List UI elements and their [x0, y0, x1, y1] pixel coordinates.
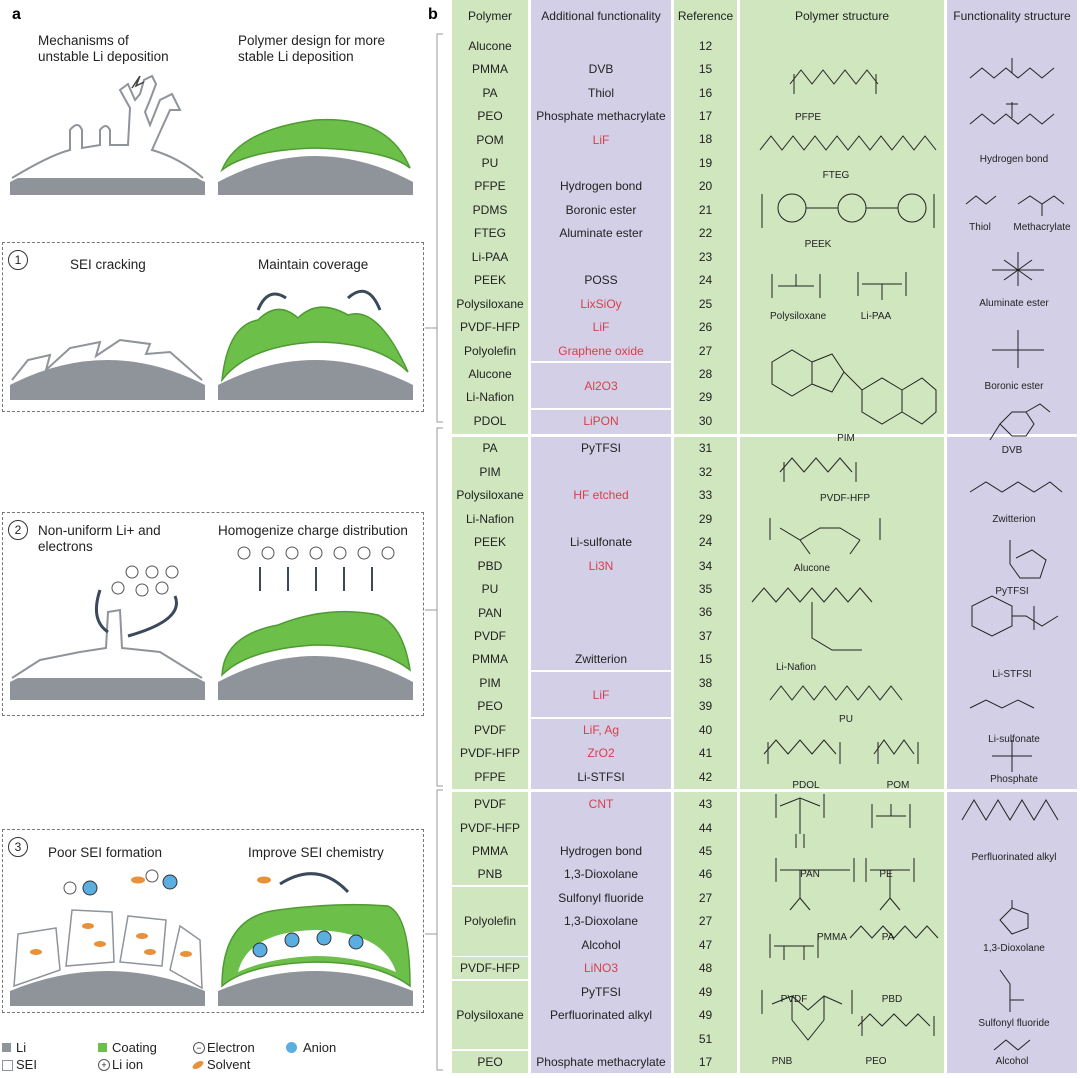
table-reference-cell: 49 [698, 984, 713, 999]
chemical-structure-drawing [770, 686, 910, 716]
table-polymer-cell: PU [481, 155, 499, 170]
table-polymer-cell: PIM [479, 675, 501, 690]
table-polymer-cell: PVDF [473, 722, 506, 737]
table-functionality-cell [531, 624, 671, 647]
table-polymer-cell: Polyolefin [463, 343, 517, 358]
table-polymer-cell: PEO [477, 699, 503, 714]
functionality-structure-label: Li-STFSI [992, 669, 1032, 680]
table-functionality-cell [531, 245, 671, 268]
table-reference-cell: 23 [698, 249, 713, 264]
table-functionality-cell: Li3N [588, 558, 614, 573]
table-functionality-cell: Sulfonyl fluoride [558, 890, 644, 905]
chemical-structure-drawing [858, 1014, 938, 1038]
table-functionality-cell: LiF [592, 320, 610, 335]
chemical-structure-drawing [790, 70, 880, 100]
polymer-structure-label: PMMA [817, 932, 847, 943]
chemical-structure-drawing [990, 966, 1040, 1016]
table-functionality-cell: DVB [588, 62, 614, 77]
table-polymer-cell: Alucone [468, 367, 512, 382]
chemical-structure-drawing [764, 930, 824, 980]
table-polymer-cell: PVDF-HFP [460, 320, 520, 335]
table-functionality-cell: Hydrogen bond [559, 844, 643, 859]
chemical-structure-drawing [982, 736, 1042, 776]
mechanism-2-problem: Non-uniform Li+ and electrons [38, 523, 161, 554]
chemical-structure-drawing [752, 588, 882, 658]
functionality-structure-label: Aluminate ester [979, 298, 1049, 309]
chemical-structure-drawing [962, 800, 1072, 850]
polymer-structure-label: Alucone [793, 563, 831, 574]
table-functionality-cell: PyTFSI [580, 441, 621, 456]
functionality-structure-label: Zwitterion [992, 514, 1036, 525]
table-polymer-cell: PMMA [472, 652, 508, 667]
panel-a-label: a [12, 6, 21, 23]
chemical-structure-drawing [760, 136, 940, 166]
polymer-structure-label: Li-Nafion [776, 662, 817, 673]
header-2: Reference [677, 8, 734, 23]
chemical-structure-drawing [990, 900, 1040, 940]
table-reference-cell: 49 [698, 1008, 713, 1023]
legend-li: Li [16, 1040, 27, 1055]
table-polymer-cell: PEEK [473, 273, 506, 288]
polymer-structure-label: PEEK [804, 239, 832, 250]
table-polymer-cell: PAN [478, 605, 502, 620]
polymer-structure-label: PAN [800, 869, 820, 880]
merge-divider [531, 670, 671, 672]
chemical-structure-drawing [874, 740, 924, 770]
table-functionality-cell: Thiol [587, 85, 614, 100]
table-polymer-cell: PEO [477, 109, 503, 124]
polymer-structure-label: PU [839, 714, 853, 725]
chemical-structure-drawing [780, 458, 860, 488]
chemical-structure-drawing [770, 854, 860, 924]
mechanism-1-solution: Maintain coverage [258, 257, 369, 272]
table-reference-cell: 33 [698, 488, 713, 503]
table-reference-cell: 43 [698, 797, 713, 812]
mechanism-2-number: 2 [8, 520, 28, 540]
table-polymer-cell: PFPE [474, 769, 506, 784]
table-polymer-cell: PDOL [473, 413, 507, 428]
header-3: Polymer structure [794, 8, 890, 23]
table-polymer-cell: Li-PAA [471, 249, 509, 264]
legend-coating: Coating [112, 1040, 157, 1055]
table-reference-cell: 40 [698, 722, 713, 737]
table-reference-cell: 34 [698, 558, 713, 573]
polymer-structure-label: PE [879, 869, 893, 880]
table-polymer-cell: PMMA [472, 62, 508, 77]
table-polymer-cell: PA [482, 441, 498, 456]
table-reference-cell: 17 [698, 1055, 713, 1070]
polymer-structure-label: PEO [865, 1056, 887, 1067]
polymer-structure-label: PVDF [780, 994, 808, 1005]
table-reference-cell: 51 [698, 1031, 713, 1046]
table-functionality-cell: LiF [592, 687, 610, 702]
functionality-structure-label: Perfluorinated alkyl [971, 852, 1057, 863]
table-functionality-cell: POSS [584, 273, 618, 288]
table-functionality-cell: LiF [592, 132, 610, 147]
functionality-structure-label: Phosphate [990, 774, 1038, 785]
chemical-structure-drawing [980, 400, 1050, 450]
table-reference-cell: 22 [698, 226, 713, 241]
functionality-structure-label: Thiol [969, 222, 991, 233]
table-polymer-cell: Polysiloxane [456, 296, 524, 311]
polymer-structure-label: Li-PAA [860, 311, 892, 322]
panel-b-label: b [428, 6, 438, 23]
table-functionality-cell: LixSiOy [580, 296, 622, 311]
header-4: Functionality structure [953, 8, 1071, 23]
table-reference-cell: 24 [698, 535, 713, 550]
functionality-structure-label: Sulfonyl fluoride [978, 1018, 1050, 1029]
mechanism-3-number: 3 [8, 837, 28, 857]
table-polymer-cell: Polyolefin [463, 914, 517, 929]
table-reference-cell: 35 [698, 582, 713, 597]
legend-anion: Anion [303, 1040, 337, 1055]
table-functionality-cell: LiNO3 [583, 961, 618, 976]
table-functionality-cell [531, 577, 671, 600]
table-functionality-cell: HF etched [573, 488, 629, 503]
table-reference-cell: 28 [698, 366, 713, 381]
table-polymer-cell: PMMA [472, 844, 508, 859]
table-functionality-cell: Hydrogen bond [559, 179, 643, 194]
table-functionality-cell [531, 601, 671, 624]
table-reference-cell: 24 [698, 273, 713, 288]
chemical-structure-drawing [770, 790, 830, 856]
table-functionality-cell: 1,3-Dioxolane [563, 867, 639, 882]
table-functionality-cell: Li-sulfonate [569, 535, 633, 550]
table-reference-cell: 47 [698, 937, 713, 952]
table-polymer-cell: PIM [479, 464, 501, 479]
chemical-structure-drawing [962, 190, 1072, 220]
table-reference-cell: 48 [698, 961, 713, 976]
table-polymer-cell: PVDF-HFP [460, 746, 520, 761]
table-reference-cell: 12 [698, 38, 713, 53]
polymer-structure-label: PVDF-HFP [820, 493, 870, 504]
table-functionality-cell: LiF, Ag [582, 722, 620, 737]
table-functionality-cell [531, 507, 671, 530]
table-reference-cell: 37 [698, 628, 713, 643]
functionality-structure-label: Methacrylate [1013, 222, 1071, 233]
header-0: Polymer [467, 8, 512, 23]
functionality-structure-label: Alcohol [995, 1056, 1029, 1067]
chemical-structure-drawing [752, 332, 942, 422]
table-functionality-cell: CNT [588, 797, 614, 812]
table-polymer-cell: Polysiloxane [456, 1008, 524, 1023]
table-reference-cell: 29 [698, 511, 713, 526]
chemical-structure-drawing [866, 800, 916, 840]
chemical-structure-drawing [860, 854, 920, 924]
functionality-structure-label: DVB [1001, 445, 1023, 456]
table-reference-cell: 19 [698, 155, 713, 170]
chemical-structure-drawing [966, 468, 1066, 508]
table-functionality-cell [531, 460, 671, 483]
table-functionality-cell [531, 34, 671, 57]
table-polymer-cell: PNB [477, 867, 503, 882]
table-reference-cell: 44 [698, 820, 713, 835]
li-ion-icon: + [98, 1059, 110, 1071]
electron-icon: − [193, 1042, 205, 1054]
table-reference-cell: 42 [698, 769, 713, 784]
polymer-structure-label: PBD [881, 994, 903, 1005]
table-polymer-cell: PFPE [474, 179, 506, 194]
table-reference-cell: 18 [698, 132, 713, 147]
table-reference-cell: 25 [698, 296, 713, 311]
table-reference-cell: 38 [698, 675, 713, 690]
polymer-structure-label: FTEG [822, 170, 850, 181]
table-polymer-cell: PVDF-HFP [460, 820, 520, 835]
chemical-structure-drawing [980, 534, 1060, 584]
chemical-structure-drawing [978, 246, 1058, 296]
legend-electron: Electron [207, 1040, 255, 1055]
table-polymer-cell: PDMS [472, 202, 508, 217]
mechanism-1-problem: SEI cracking [70, 257, 146, 272]
top-right-caption-text: Polymer design for more stable Li deposition [238, 33, 386, 64]
table-functionality-cell: Al2O3 [584, 378, 618, 393]
table-functionality-cell [531, 151, 671, 174]
merge-divider [452, 885, 528, 887]
functionality-structure-label: 1,3-Dioxolane [983, 943, 1045, 954]
mechanism-3-problem: Poor SEI formation [48, 845, 163, 860]
header-1: Additional functionality [541, 8, 661, 23]
table-functionality-cell: Boronic ester [565, 202, 637, 217]
table-reference-cell: 36 [698, 605, 713, 620]
chemical-structure-drawing [850, 926, 940, 950]
mechanism-2-solution: Homogenize charge distribution [218, 523, 408, 538]
table-reference-cell: 21 [698, 202, 713, 217]
table-polymer-cell: FTEG [474, 226, 506, 241]
table-reference-cell: 15 [698, 652, 713, 667]
table-polymer-cell: PEEK [473, 535, 506, 550]
table-polymer-cell: Alucone [468, 38, 512, 53]
table-functionality-cell: 1,3-Dioxolane [563, 914, 639, 929]
chemical-structure-drawing [962, 596, 1072, 666]
table-functionality-cell: Phosphate methacrylate [536, 1055, 666, 1070]
chemical-structure-drawing [752, 984, 862, 1056]
group-divider [452, 1075, 1077, 1078]
functionality-structure-label: Boronic ester [984, 381, 1044, 392]
table-reference-cell: 32 [698, 464, 713, 479]
mechanism-3-solution: Improve SEI chemistry [248, 845, 384, 860]
merge-divider [452, 979, 528, 981]
table-polymer-cell: Polysiloxane [456, 488, 524, 503]
table-polymer-cell: POM [476, 132, 504, 147]
table-reference-cell: 27 [698, 914, 713, 929]
chemical-structure-drawing [758, 188, 938, 232]
table-polymer-cell: PVDF [473, 628, 506, 643]
mechanism-1-number: 1 [8, 250, 28, 270]
table-polymer-cell: PVDF-HFP [460, 961, 520, 976]
table-reference-cell: 46 [698, 867, 713, 882]
table-reference-cell: 31 [698, 441, 713, 456]
chemical-structure-drawing [764, 740, 844, 770]
chemical-structure-drawing [966, 694, 1066, 724]
legend-sei: SEI [16, 1057, 37, 1072]
table-reference-cell: 27 [698, 890, 713, 905]
table-functionality-cell: Zwitterion [574, 652, 627, 667]
table-polymer-cell: PVDF [473, 797, 506, 812]
functionality-structure-label: Li-sulfonate [988, 734, 1040, 745]
table-polymer-cell: Li-Nafion [465, 511, 515, 526]
polymer-structure-label: Polysiloxane [770, 311, 827, 322]
table-polymer-cell: PEO [477, 1055, 503, 1070]
polymer-structure-label: PFPE [794, 112, 822, 123]
top-left-caption-text: Mechanisms of unstable Li deposition [38, 33, 169, 64]
chemical-structure-drawing [966, 56, 1066, 96]
table-reference-cell: 15 [698, 62, 713, 77]
polymer-structure-label: PA [881, 932, 895, 943]
table-polymer-cell: Li-Nafion [465, 390, 515, 405]
table-reference-cell: 17 [698, 109, 713, 124]
chemical-structure-drawing [978, 326, 1058, 376]
table-reference-cell: 26 [698, 320, 713, 335]
table-functionality-cell: LiPON [583, 413, 619, 428]
chemical-structure-drawing [966, 96, 1066, 146]
functionality-structure-label: PyTFSI [995, 586, 1029, 597]
polymer-structure-label: PDOL [792, 780, 820, 791]
table-functionality-cell: Perfluorinated alkyl [549, 1008, 653, 1023]
table-functionality-cell: Li-STFSI [577, 769, 625, 784]
table-reference-cell: 39 [698, 699, 713, 714]
table-reference-cell: 41 [698, 746, 713, 761]
polymer-structure-label: POM [886, 780, 910, 791]
table-functionality-cell [531, 1027, 671, 1050]
table-reference-cell: 30 [698, 413, 713, 428]
chemical-structure-drawing [766, 264, 826, 304]
table-functionality-cell: Phosphate methacrylate [536, 109, 666, 124]
table-functionality-cell: Graphene oxide [558, 343, 644, 358]
table-reference-cell: 27 [698, 343, 713, 358]
legend-li-ion: Li ion [112, 1057, 144, 1072]
chemical-structure-drawing [760, 510, 890, 560]
table-functionality-cell: PyTFSI [580, 984, 621, 999]
table-functionality-cell: Alcohol [581, 937, 621, 952]
table-reference-cell: 45 [698, 843, 713, 858]
chemical-structure-drawing [852, 264, 912, 304]
polymer-structure-label: PNB [771, 1056, 793, 1067]
table-functionality-cell: ZrO2 [587, 746, 615, 761]
functionality-structure-label: Hydrogen bond [979, 154, 1049, 165]
table-reference-cell: 16 [698, 85, 713, 100]
merge-divider [531, 361, 671, 363]
legend-solvent: Solvent [207, 1057, 251, 1072]
table-polymer-cell: PU [481, 582, 499, 597]
table-reference-cell: 29 [698, 390, 713, 405]
table-polymer-cell: PA [482, 85, 498, 100]
table-polymer-cell: PBD [477, 558, 503, 573]
polymer-structure-label: PIM [837, 433, 855, 444]
table-functionality-cell [531, 816, 671, 839]
table-functionality-cell: Aluminate ester [559, 226, 643, 241]
table-reference-cell: 20 [698, 179, 713, 194]
chemical-structure-drawing [990, 1036, 1040, 1056]
